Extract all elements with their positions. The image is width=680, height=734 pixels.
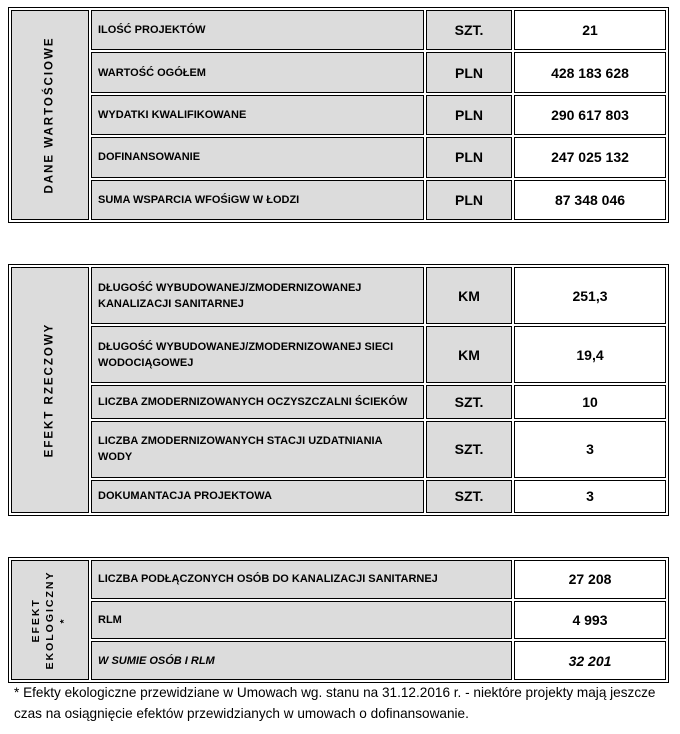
dane-wartosciowe-side-label — [11, 10, 89, 220]
side-label-text: DANE WARTOŚCIOWE — [43, 36, 56, 194]
table-row-label: WYDATKI KWALIFIKOWANE — [91, 95, 424, 135]
table-row-label: SUMA WSPARCIA WFOŚiGW W ŁODZI — [91, 180, 424, 220]
table-row-value: 3 — [514, 421, 666, 478]
efekt-ekologiczny-table — [8, 557, 669, 683]
table-row-unit: KM — [426, 267, 512, 324]
table-row-value: 21 — [514, 10, 666, 50]
table-row-value: 251,3 — [514, 267, 666, 324]
table-row-label: LICZBA ZMODERNIZOWANYCH STACJI UZDATNIANIA WODY — [91, 421, 424, 478]
table-row-value: 290 617 803 — [514, 95, 666, 135]
table-row-unit: PLN — [426, 180, 512, 220]
dane-wartosciowe-table — [8, 7, 669, 223]
efekt-rzeczowy-table — [8, 264, 669, 516]
table-row-unit: KM — [426, 326, 512, 383]
table-row-label: RLM — [91, 601, 512, 640]
table-row-label: LICZBA PODŁĄCZONYCH OSÓB DO KANALIZACJI SANITARNEJ — [91, 560, 512, 599]
footnote: * Efekty ekologiczne przewidziane w Umowach wg. stanu na 31.12.2016 r. - niektóre projekty mają jeszcze czas na osiągnięcie efektów przewidzianych w umowach o dofinansowanie. — [14, 685, 656, 721]
table-row-label-total: W SUMIE OSÓB I RLM — [91, 641, 512, 680]
table-row-unit: SZT. — [426, 421, 512, 478]
side-label-line: * — [58, 616, 70, 624]
table-row-label: WARTOŚĆ OGÓŁEM — [91, 52, 424, 92]
table-row-label: DŁUGOŚĆ WYBUDOWANEJ/ZMODERNIZOWANEJ KANALIZACJI SANITARNEJ — [91, 267, 424, 324]
table-row-unit: PLN — [426, 95, 512, 135]
table-row-value: 27 208 — [514, 560, 666, 599]
table-row-unit: PLN — [426, 52, 512, 92]
side-label-line: EKOLOGICZNY — [44, 570, 56, 670]
table-row-label: LICZBA ZMODERNIZOWANYCH OCZYSZCZALNI ŚCIEKÓW — [91, 385, 424, 418]
table-row-unit: SZT. — [426, 10, 512, 50]
table-row-label: DŁUGOŚĆ WYBUDOWANEJ/ZMODERNIZOWANEJ SIECI WODOCIĄGOWEJ — [91, 326, 424, 383]
side-label-line: EFEKT — [30, 597, 42, 643]
table-row-label: ILOŚĆ PROJEKTÓW — [91, 10, 424, 50]
table-row-label: DOFINANSOWANIE — [91, 137, 424, 177]
table-row-label: DOKUMANTACJA PROJEKTOWA — [91, 480, 424, 513]
side-label-text: EFEKT RZECZOWY — [43, 322, 56, 458]
table-row-value: 4 993 — [514, 601, 666, 640]
table-row-value: 3 — [514, 480, 666, 513]
table-row-value-total: 32 201 — [514, 641, 666, 680]
table-row-unit: SZT. — [426, 480, 512, 513]
table-row-value: 19,4 — [514, 326, 666, 383]
efekt-rzeczowy-side-label — [11, 267, 89, 513]
table-row-value: 428 183 628 — [514, 52, 666, 92]
side-label-text — [29, 570, 71, 669]
efekt-ekologiczny-side-label — [11, 560, 89, 680]
table-row-unit: SZT. — [426, 385, 512, 418]
table-row-unit: PLN — [426, 137, 512, 177]
table-row-value: 10 — [514, 385, 666, 418]
table-row-value: 87 348 046 — [514, 180, 666, 220]
table-row-value: 247 025 132 — [514, 137, 666, 177]
